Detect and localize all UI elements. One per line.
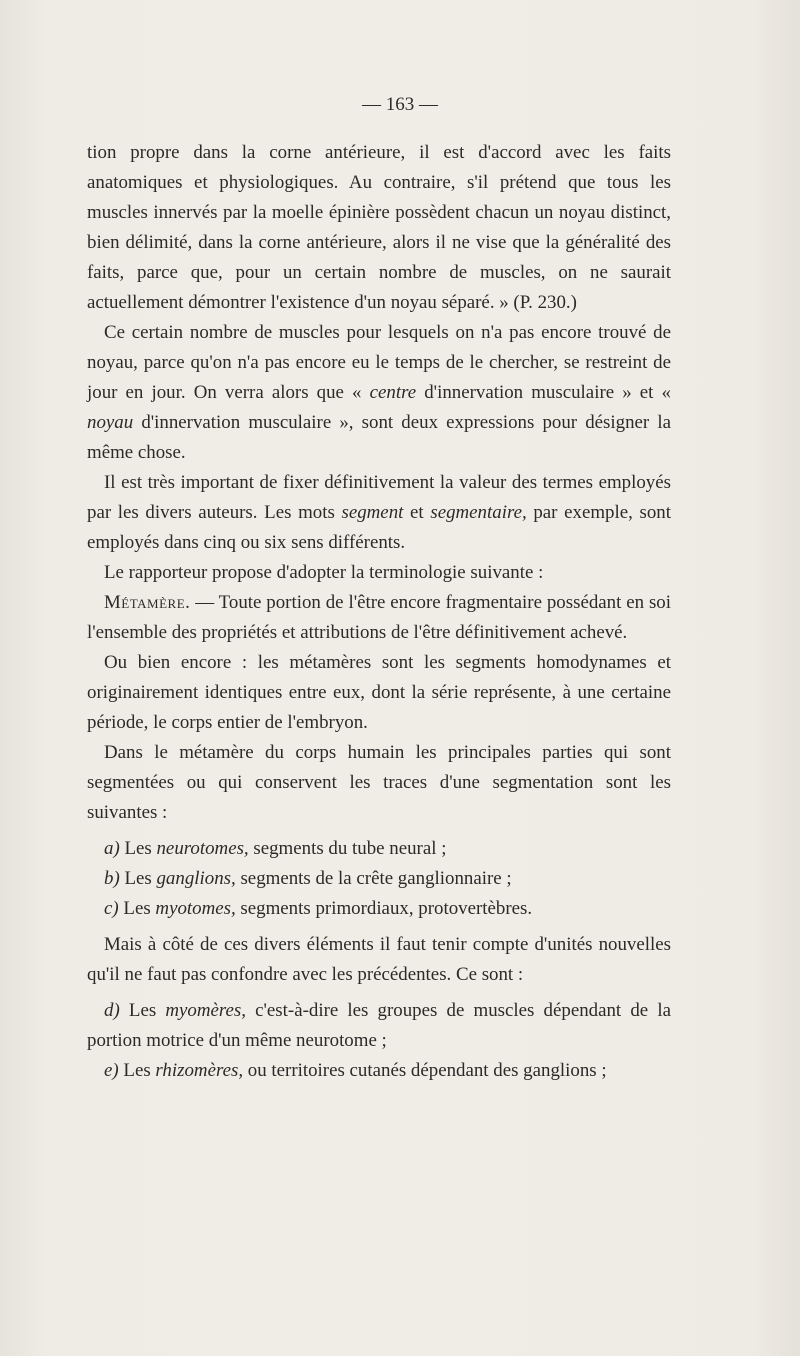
italic-term: neurotomes, — [156, 838, 249, 859]
italic-term: segment — [341, 502, 404, 523]
text-run: d'innervation musculaire » et « — [416, 382, 671, 403]
text-run: Ce certain nombre de muscles pour lesquels on n'a pas encore trouvé de noyau, parce qu'on n'a pas encore eu le temps de le chercher, se restreint de jour en jour. On verra alors que « — [87, 322, 671, 403]
italic-term: segmentaire, — [430, 502, 527, 523]
text-run: Mais à côté de ces divers éléments il faut tenir compte d'unités nouvelles qu'il ne faut pas confondre avec les précédentes. Ce sont : — [87, 934, 671, 985]
text-run: tion propre dans la corne antérieure, il est d'accord avec les faits anatomiques et physiologiques. Au contraire, s'il prétend que tous les muscles innervés par la moelle épinière possèdent chacun un noyau distinct, bien délimité, dans la corne antérieure, alors il ne vise que la généralité des faits, parce que, pour un certain nombre de muscles, on ne saurait actuellement démontrer l'existence d'un noyau séparé. » (P. 230.) — [87, 142, 671, 313]
paragraph — [87, 930, 671, 990]
term-heading: Métamère. — [104, 592, 191, 613]
body-text — [87, 138, 671, 1086]
text-run: Les — [119, 1000, 166, 1021]
text-run: par exemple, sont employés dans cinq ou six sens différents. — [87, 502, 671, 553]
italic-term: myomères, — [165, 1000, 246, 1021]
text-run: segments du tube neural ; — [248, 838, 447, 859]
paragraph — [87, 996, 671, 1056]
italic-term: a) — [104, 838, 120, 859]
text-run: Il est très important de fixer définitivement la valeur des termes employés par les divers auteurs. Les mots — [87, 472, 671, 523]
text-run: Les — [119, 838, 157, 859]
text-run: c'est-à-dire les groupes de muscles dépendant de la portion motrice d'un même neurotome ; — [87, 1000, 671, 1051]
italic-term: rhizomères, — [155, 1060, 244, 1081]
italic-term: b) — [104, 868, 120, 889]
paragraph — [87, 648, 671, 738]
text-run: Les — [118, 898, 156, 919]
paragraph — [87, 588, 671, 648]
text-run: Le rapporteur propose d'adopter la terminologie suivante : — [104, 562, 544, 583]
text-run: Ou bien encore : les métamères sont les segments homodynames et originairement identiques entre eux, dont la série représente, à une certaine période, le corps entier de l'embryon. — [87, 652, 671, 733]
paragraph — [87, 894, 671, 924]
paragraph — [87, 738, 671, 828]
text-run: Les — [119, 868, 157, 889]
italic-term: e) — [104, 1060, 119, 1081]
text-run: — Toute portion de l'être encore fragmentaire possédant en soi l'ensemble des propriétés et attributions de l'être définitivement achevé. — [87, 592, 671, 643]
text-run: segments de la crête ganglionnaire ; — [235, 868, 512, 889]
paragraph — [87, 864, 671, 894]
paragraph — [87, 468, 671, 558]
paragraph — [87, 1056, 671, 1086]
text-run: Les — [118, 1060, 156, 1081]
paragraph — [87, 138, 671, 318]
italic-term: c) — [104, 898, 119, 919]
paragraph — [87, 558, 671, 588]
text-run: ou territoires cutanés dépendant des ganglions ; — [243, 1060, 607, 1081]
italic-term: ganglions, — [156, 868, 236, 889]
text-run: segments primordiaux, protovertèbres. — [235, 898, 533, 919]
italic-term: noyau — [87, 412, 134, 433]
italic-term: myotomes, — [155, 898, 236, 919]
page-number: — 163 — — [362, 94, 438, 115]
text-run: d'innervation musculaire », sont deux expressions pour désigner la même chose. — [87, 412, 671, 463]
paragraph — [87, 834, 671, 864]
paragraph — [87, 318, 671, 468]
text-run: et — [403, 502, 431, 523]
text-run: Dans le métamère du corps humain les principales parties qui sont segmentées ou qui conservent les traces d'une segmentation sont les suivantes : — [87, 742, 671, 823]
italic-term: d) — [104, 1000, 120, 1021]
italic-term: centre — [369, 382, 417, 403]
